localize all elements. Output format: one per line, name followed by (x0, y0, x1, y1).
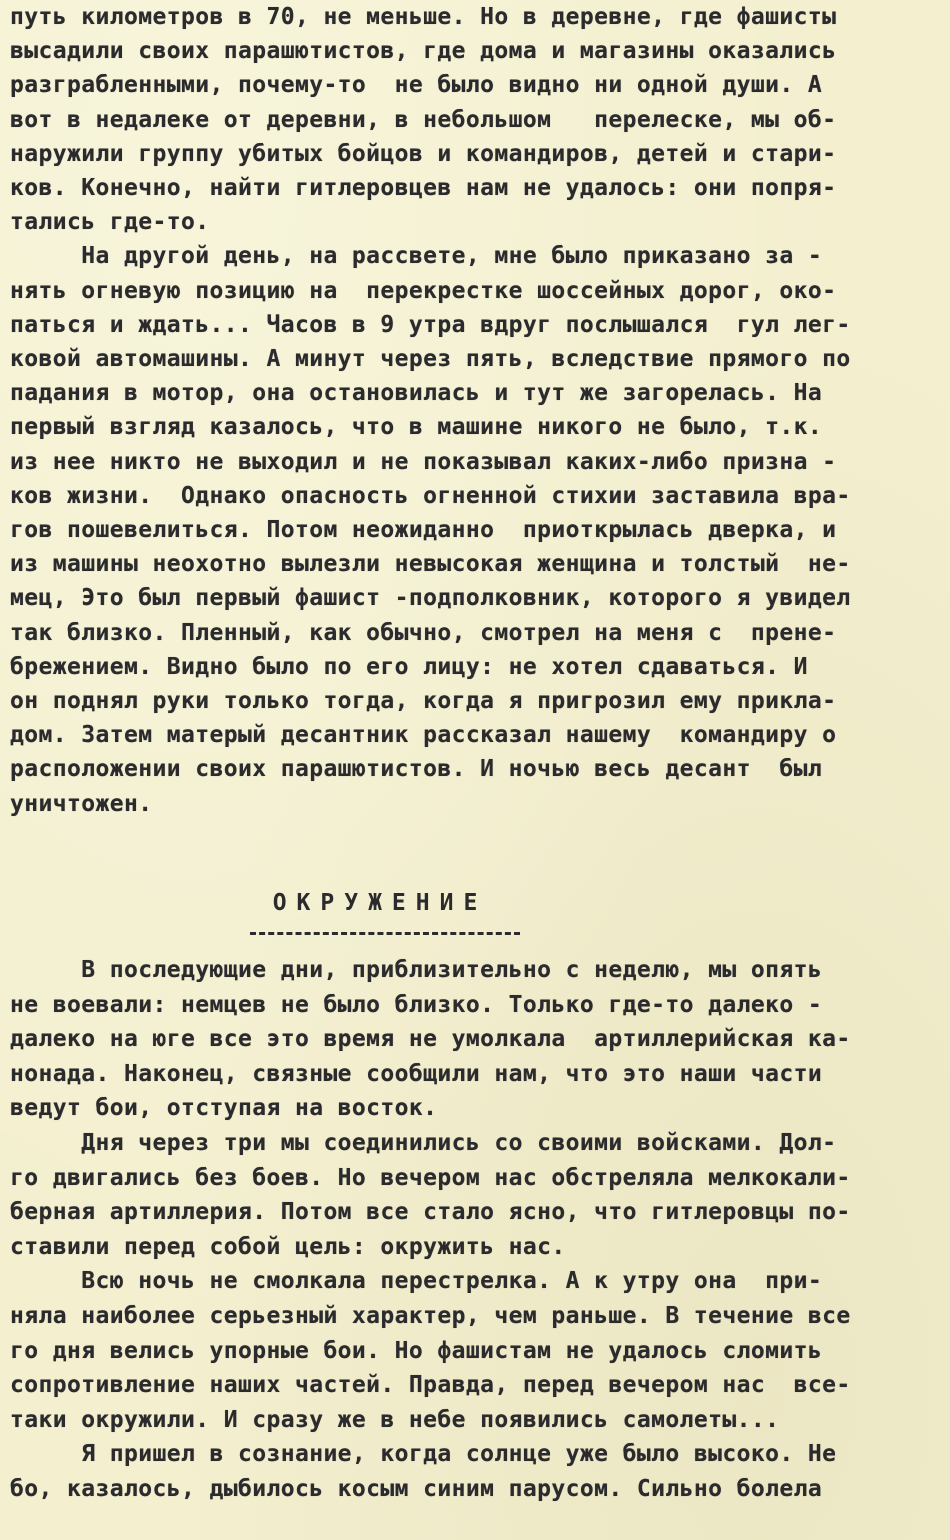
text-line: го двигались без боев. Но вечером нас обстреляла мелкокали- (10, 1164, 851, 1191)
text-line: го дня велись упорные бои. Но фашистам не удалось сломить (10, 1337, 823, 1364)
text-line: Я пришел в сознание, когда солнце уже было высоко. Не (10, 1441, 837, 1468)
text-line: тались где-то. (10, 209, 210, 236)
text-line: ков жизни. Однако опасность огненной стихии заставила вра- (10, 482, 851, 509)
text-line: берная артиллерия. Потом все стало ясно, что гитлеровцы по- (10, 1199, 851, 1226)
text-line: нонада. Наконец, связные сообщили нам, что это наши части (10, 1060, 823, 1087)
text-line: так близко. Пленный, как обычно, смотрел на меня с прене- (10, 619, 837, 646)
text-line: разграбленными, почему-то не было видно ни одной души. А (10, 72, 823, 99)
section-heading: ОКРУЖЕНИЕ (272, 890, 488, 916)
text-line: он поднял руки только тогда, когда я пригрозил ему прикла- (10, 688, 837, 714)
text-line: уничтожен. (10, 790, 153, 817)
text-line: гов пошевелиться. Потом неожиданно приоткрылась дверка, и (10, 517, 837, 543)
text-line: ведут бои, отступая на восток. (10, 1095, 438, 1122)
text-line: дом. Затем матерый десантник рассказал нашему командиру о (10, 722, 837, 749)
text-line: ков. Конечно, найти гитлеровцев нам не удалось: они попря- (10, 175, 837, 201)
text-line: Всю ночь не смолкала перестрелка. А к утру она при- (10, 1268, 823, 1295)
text-line: из машины неохотно вылезли невысокая женщина и толстый не- (10, 551, 851, 578)
text-line: падания в мотор, она остановилась и тут же загорелась. На (10, 380, 823, 407)
text-line: расположении своих парашютистов. И ночью весь десант был (10, 756, 823, 783)
text-line: мец, Это был первый фашист -подполковник, которого я увидел (10, 585, 851, 612)
text-line: далеко на юге все это время не умолкала артиллерийская ка- (10, 1026, 851, 1053)
text-line: В последующие дни, приблизительно с неделю, мы опять (10, 957, 823, 983)
text-line: первый взгляд казалось, что в машине никого не было, т.к. (10, 414, 823, 441)
text-line: из нее никто не выходил и не показывал каких-либо призна - (10, 448, 837, 475)
text-line: вот в недалеке от деревни, в небольшом перелеске, мы об- (10, 106, 837, 133)
heading-underline (250, 932, 520, 935)
text-line: не воевали: немцев не было близко. Только где-то далеко - (10, 991, 823, 1018)
text-line: таки окружили. И сразу же в небе появились самолеты... (10, 1406, 780, 1433)
text-line: На другой день, на рассвете, мне было приказано за - (10, 243, 823, 270)
text-line: ковой автомашины. А минут через пять, вследствие прямого по (10, 346, 851, 372)
text-line: путь километров в 70, не меньше. Но в деревне, где фашисты (10, 4, 837, 30)
text-line: наружили группу убитых бойцов и командиров, детей и стари- (10, 140, 837, 167)
text-line: высадили своих парашютистов, где дома и магазины оказались (10, 38, 837, 65)
text-line: нять огневую позицию на перекрестке шоссейных дорог, око- (10, 277, 837, 304)
text-line: Дня через три мы соединились со своими войсками. Дол- (10, 1130, 837, 1156)
text-line: бо, казалось, дыбилось косым синим парусом. Сильно болела (10, 1476, 823, 1502)
text-line: брежением. Видно было по его лицу: не хотел сдаваться. И (10, 653, 808, 680)
text-line: няла наиболее серьезный характер, чем раньше. В течение все (10, 1303, 851, 1329)
text-line: паться и ждать... Часов в 9 утра вдруг послышался гул лег- (10, 311, 851, 338)
text-line: сопротивление наших частей. Правда, перед вечером нас все- (10, 1372, 851, 1399)
text-line: ставили перед собой цель: окружить нас. (10, 1233, 566, 1260)
